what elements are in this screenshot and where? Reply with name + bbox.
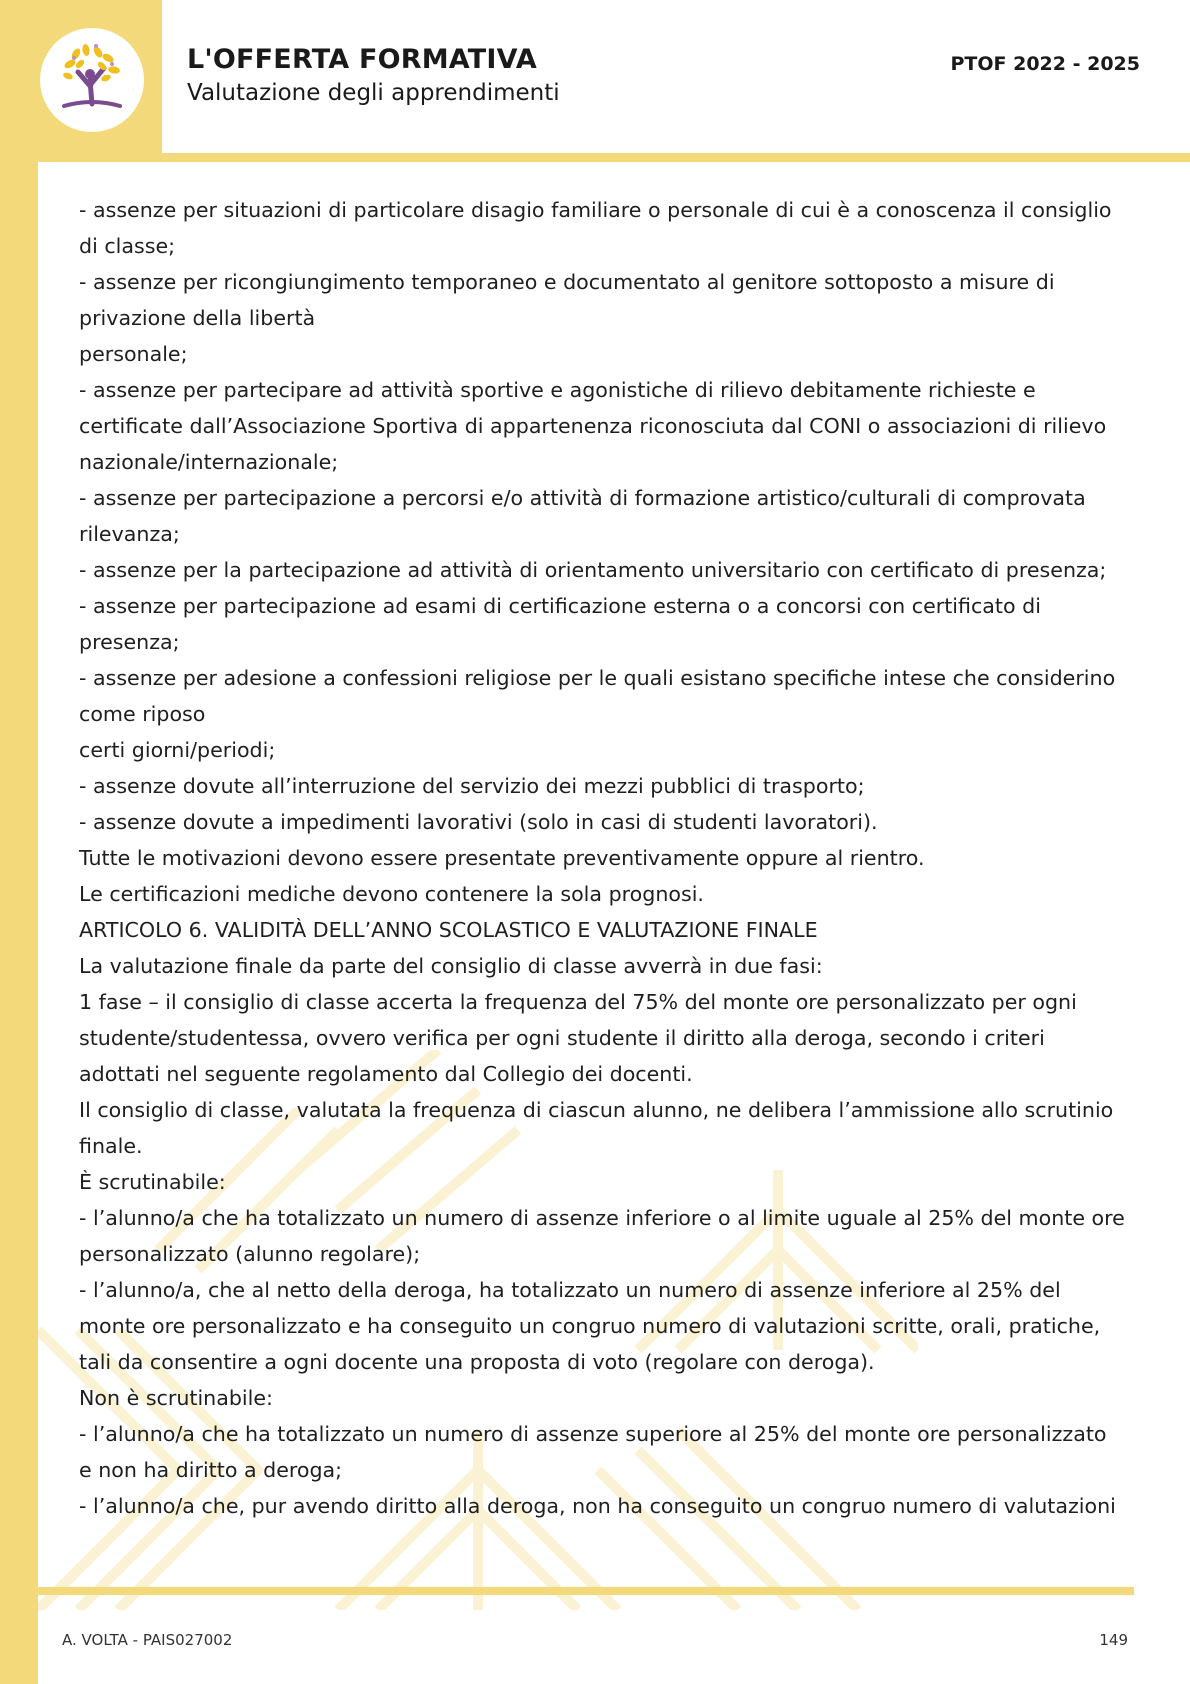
body-line: personalizzato (alunno regolare);	[79, 1242, 421, 1266]
body-line: - l’alunno/a che ha totalizzato un numero di assenze superiore al 25% del monte ore personalizzato	[79, 1422, 1107, 1446]
body-line: - assenze per situazioni di particolare disagio familiare o personale di cui è a conoscenza il consiglio	[79, 198, 1112, 222]
body-line: studente/studentessa, ovvero verifica per ogni studente il diritto alla deroga, secondo i criteri	[79, 1026, 1045, 1050]
body-line: - assenze per partecipazione a percorsi e/o attività di formazione artistico/culturali di comprovata	[79, 486, 1086, 510]
tree-logo-icon	[40, 28, 144, 132]
body-line: come riposo	[79, 702, 206, 726]
page-subtitle: Valutazione degli apprendimenti	[187, 80, 560, 106]
body-line: privazione della libertà	[79, 306, 316, 330]
body-line: - assenze dovute a impedimenti lavorativi (solo in casi di studenti lavoratori).	[79, 810, 878, 834]
body-line: È scrutinabile:	[79, 1170, 226, 1194]
footer-divider	[38, 1587, 1134, 1595]
body-line: - assenze per ricongiungimento temporaneo e documentato al genitore sottoposto a misure di	[79, 270, 1055, 294]
ptof-label: PTOF 2022 - 2025	[950, 53, 1140, 75]
body-line: - assenze dovute all’interruzione del servizio dei mezzi pubblici di trasporto;	[79, 774, 865, 798]
page-title: L'OFFERTA FORMATIVA	[187, 44, 538, 75]
body-line: - assenze per adesione a confessioni religiose per le quali esistano specifiche intese che considerino	[79, 666, 1116, 690]
body-line: - l’alunno/a che ha totalizzato un numero di assenze inferiore o al limite uguale al 25% del monte ore	[79, 1206, 1125, 1230]
left-accent-bar	[0, 0, 38, 1684]
body-line: presenza;	[79, 630, 180, 654]
body-line: Il consiglio di classe, valutata la frequenza di ciascun alunno, ne delibera l’ammissione allo scrutinio	[79, 1098, 1114, 1122]
body-line: - assenze per partecipare ad attività sportive e agonistiche di rilievo debitamente richieste e	[79, 378, 1036, 402]
body-line: rilevanza;	[79, 522, 180, 546]
body-line: certificate dall’Associazione Sportiva di appartenenza riconosciuta dal CONI o associazioni di rilievo	[79, 414, 1107, 438]
body-line: finale.	[79, 1134, 143, 1158]
body-line: ARTICOLO 6. VALIDITÀ DELL’ANNO SCOLASTICO E VALUTAZIONE FINALE	[79, 918, 818, 942]
body-line: certi giorni/periodi;	[79, 738, 276, 762]
body-line: - l’alunno/a, che al netto della deroga, ha totalizzato un numero di assenze inferiore al 25% del	[79, 1278, 1061, 1302]
school-logo	[40, 28, 144, 132]
body-line: personale;	[79, 342, 188, 366]
body-line: 1 fase – il consiglio di classe accerta la frequenza del 75% del monte ore personalizzato per ogni	[79, 990, 1077, 1014]
body-line: monte ore personalizzato e ha conseguito un congruo numero di valutazioni scritte, orali, pratiche,	[79, 1314, 1101, 1338]
body-line: - l’alunno/a che, pur avendo diritto alla deroga, non ha conseguito un congruo numero di valutazioni	[79, 1494, 1116, 1518]
body-line: - assenze per la partecipazione ad attività di orientamento universitario con certificato di presenza;	[79, 558, 1107, 582]
body-line: La valutazione finale da parte del consiglio di classe avverrà in due fasi:	[79, 954, 823, 978]
page-number: 149	[1099, 1631, 1128, 1649]
body-line: tali da consentire a ogni docente una proposta di voto (regolare con deroga).	[79, 1350, 875, 1374]
body-line: Tutte le motivazioni devono essere presentate preventivamente oppure al rientro.	[79, 846, 925, 870]
body-text	[79, 192, 1125, 1524]
header-divider	[162, 153, 1190, 162]
body-line: e non ha diritto a deroga;	[79, 1458, 343, 1482]
body-line: - assenze per partecipazione ad esami di certificazione esterna o a concorsi con certificato di	[79, 594, 1041, 618]
body-line: Non è scrutinabile:	[79, 1386, 273, 1410]
body-line: di classe;	[79, 234, 176, 258]
footer-school-code: A. VOLTA - PAIS027002	[62, 1631, 233, 1649]
body-line: adottati nel seguente regolamento dal Collegio dei docenti.	[79, 1062, 693, 1086]
body-line: nazionale/internazionale;	[79, 450, 339, 474]
body-line: Le certificazioni mediche devono contenere la sola prognosi.	[79, 882, 704, 906]
